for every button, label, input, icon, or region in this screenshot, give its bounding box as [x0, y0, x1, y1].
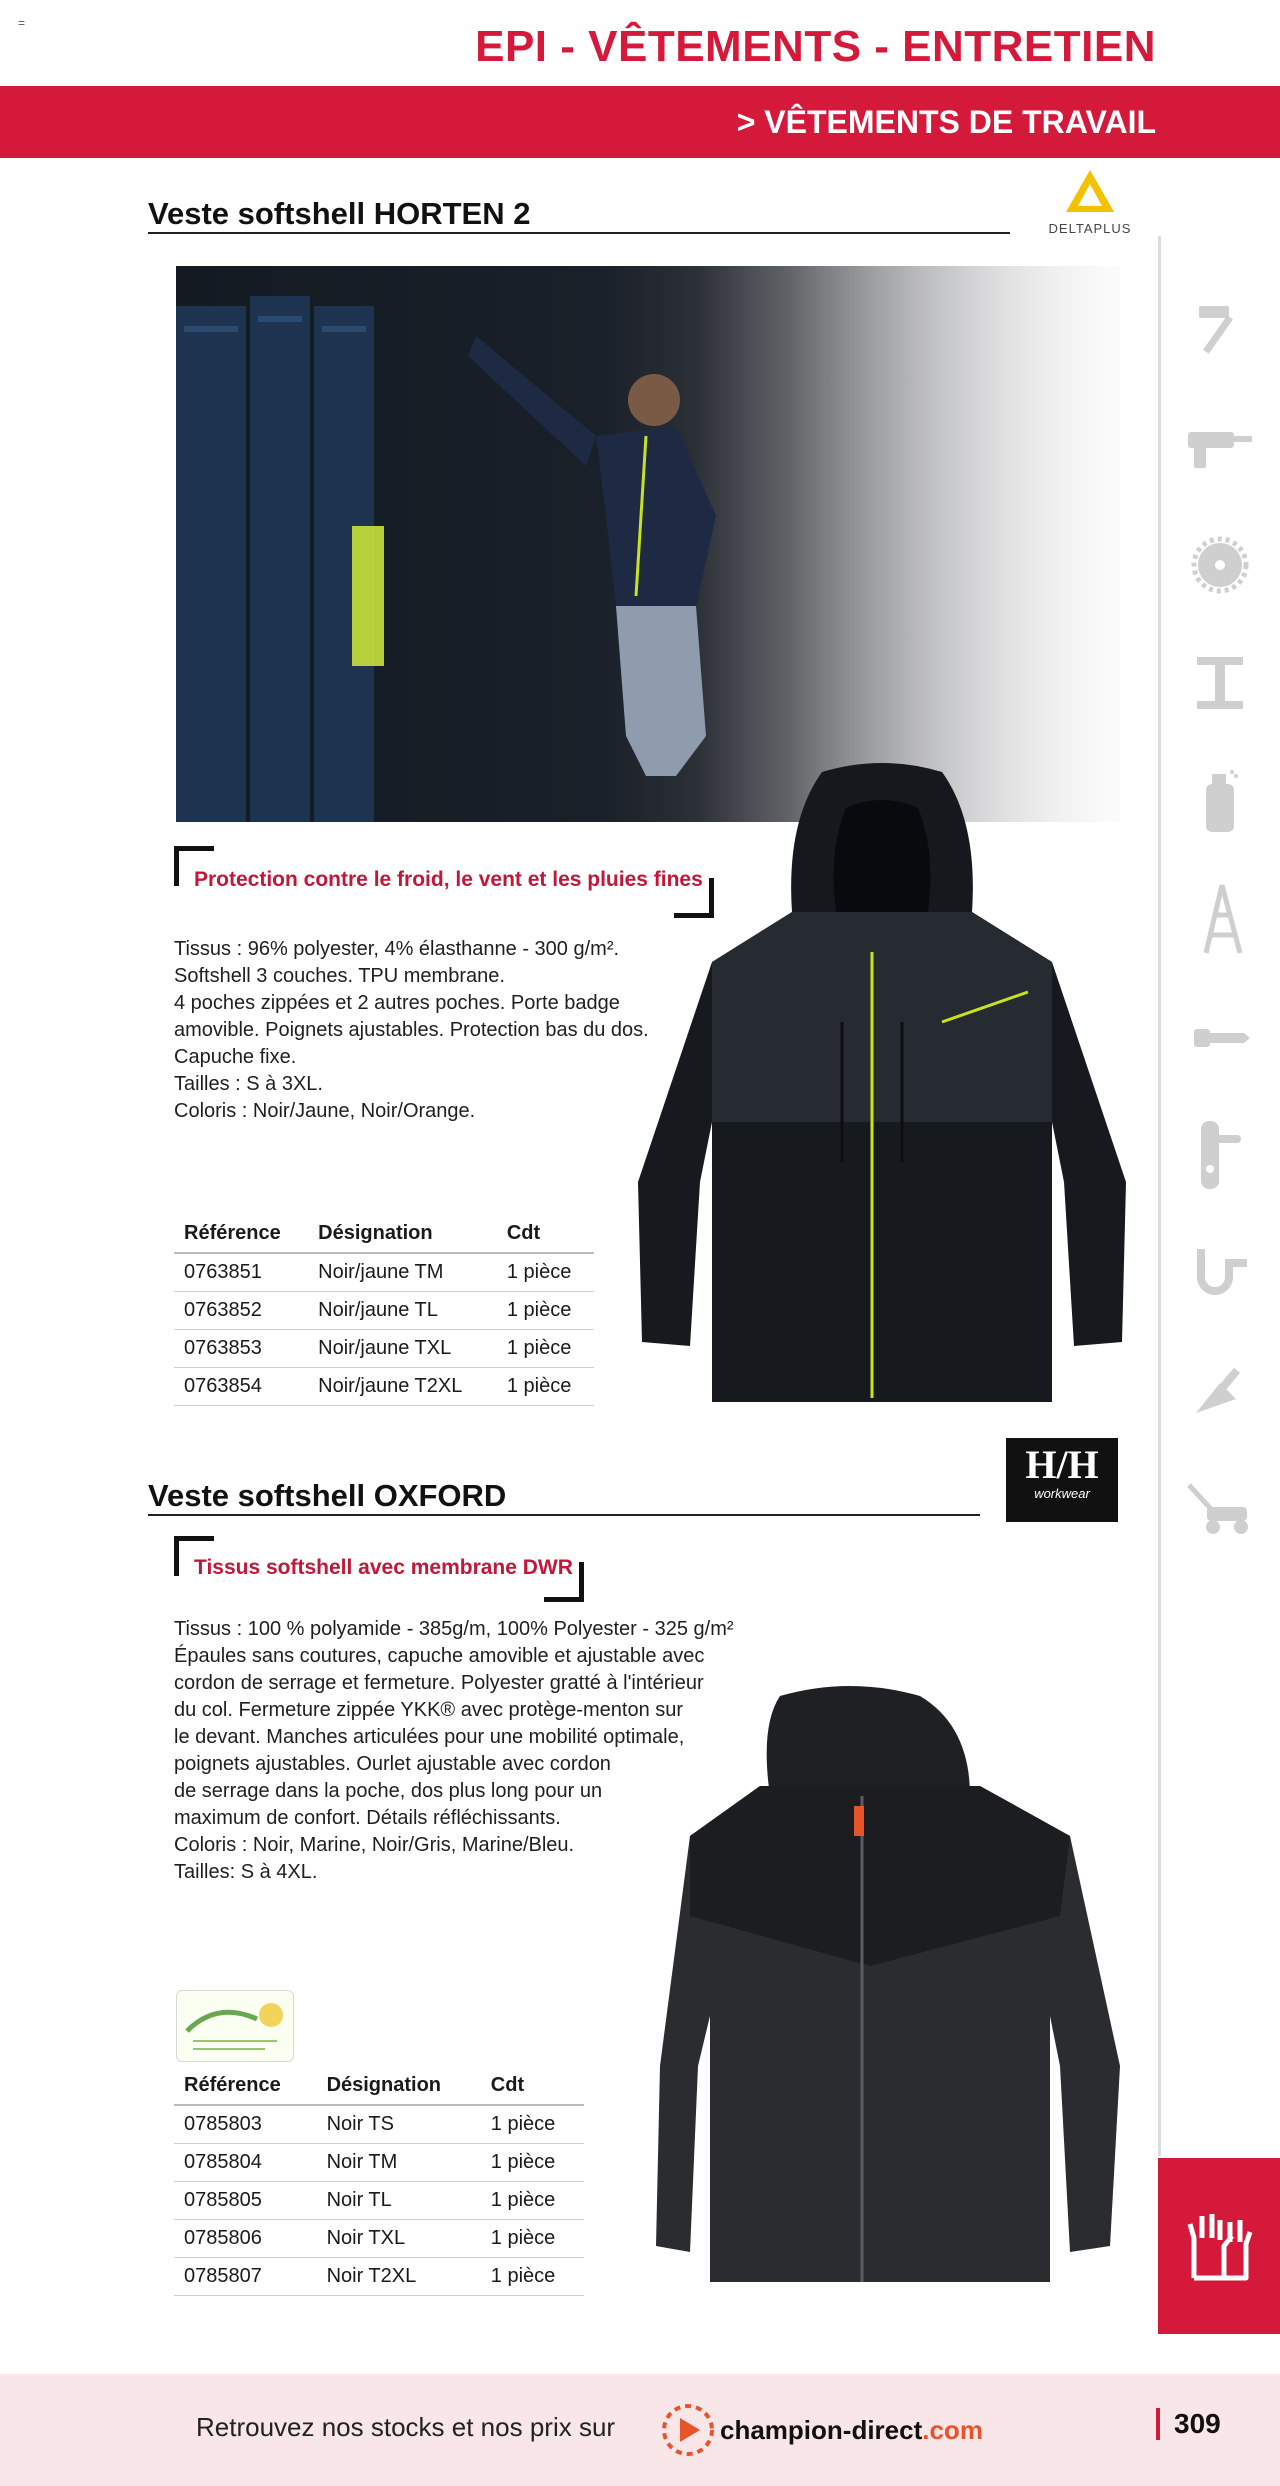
cell-designation: Noir TS: [317, 2105, 481, 2144]
cell-reference: 0785804: [174, 2144, 317, 2182]
cell-reference: 0785803: [174, 2105, 317, 2144]
site-name: champion-direct: [720, 2414, 923, 2445]
product1-desc-line: Coloris : Noir/Jaune, Noir/Orange.: [174, 1100, 476, 1122]
pipe-icon[interactable]: [1180, 1214, 1260, 1332]
steel-beam-icon[interactable]: [1180, 624, 1260, 742]
ladder-icon[interactable]: [1180, 860, 1260, 978]
page-title: EPI - VÊTEMENTS - ENTRETIEN: [475, 22, 1156, 71]
column-header-cdt: Cdt: [481, 2066, 584, 2105]
table-row[interactable]: [174, 1292, 594, 1330]
category-bar: [0, 86, 1280, 158]
cell-designation: Noir/jaune TXL: [308, 1330, 497, 1368]
product2-desc-line: Coloris : Noir, Marine, Noir/Gris, Marine/Bleu.: [174, 1834, 575, 1856]
product2-desc-line: Tissus : 100 % polyamide - 385g/m, 100% Polyester - 325 g/m²: [174, 1618, 734, 1640]
cell-cdt: 1 pièce: [497, 1253, 594, 1292]
cell-cdt: 1 pièce: [481, 2105, 584, 2144]
side-nav-divider: [1158, 236, 1161, 2156]
page-number: 309: [1156, 2408, 1221, 2440]
page-footer: [0, 2374, 1280, 2486]
column-header-designation: Désignation: [317, 2066, 481, 2105]
cell-cdt: 1 pièce: [497, 1292, 594, 1330]
product1-desc-line: Softshell 3 couches. TPU membrane.: [174, 965, 505, 987]
champion-direct-link[interactable]: [660, 2402, 983, 2458]
saw-blade-icon[interactable]: [1180, 506, 1260, 624]
cell-designation: Noir/jaune TM: [308, 1253, 497, 1292]
cell-cdt: 1 pièce: [497, 1368, 594, 1406]
cell-cdt: 1 pièce: [481, 2258, 584, 2296]
hammer-icon[interactable]: [1180, 270, 1260, 388]
cell-designation: Noir T2XL: [317, 2258, 481, 2296]
product1-jacket-image: [632, 762, 1132, 1410]
product1-desc-line: amovible. Poignets ajustables. Protection bas du dos.: [174, 1019, 649, 1041]
drill-icon[interactable]: [1180, 388, 1260, 506]
cell-designation: Noir/jaune T2XL: [308, 1368, 497, 1406]
gloves-icon[interactable]: [1158, 2158, 1280, 2334]
product2-desc-line: cordon de serrage et fermeture. Polyester gratté à l'intérieur: [174, 1672, 704, 1694]
cell-designation: Noir TXL: [317, 2220, 481, 2258]
product2-desc-line: du col. Fermeture zippée YKK® avec protège-menton sur: [174, 1699, 684, 1721]
column-header-reference: Référence: [174, 2066, 317, 2105]
product2-desc-line: Tailles: S à 4XL.: [174, 1861, 318, 1883]
oeko-tex-badge: [176, 1990, 294, 2062]
cell-reference: 0785807: [174, 2258, 317, 2296]
product1-desc-line: Tissus : 96% polyester, 4% élasthanne - 300 g/m².: [174, 938, 620, 960]
category-subtitle[interactable]: > VÊTEMENTS DE TRAVAIL: [736, 104, 1156, 140]
product2-desc-line: le devant. Manches articulées pour une mobilité optimale,: [174, 1726, 685, 1748]
cell-reference: 0763853: [174, 1330, 308, 1368]
product2-desc-line: poignets ajustables. Ourlet ajustable avec cordon: [174, 1753, 611, 1775]
site-tld: .com: [922, 2414, 983, 2445]
cell-reference: 0763852: [174, 1292, 308, 1330]
corner-mark: =: [18, 16, 26, 30]
product2-title: Veste softshell OXFORD: [148, 1478, 507, 1513]
product1-title-rule: [148, 232, 1010, 234]
table-row[interactable]: [174, 1368, 594, 1406]
column-header-cdt: Cdt: [497, 1214, 594, 1253]
footer-text: Retrouvez nos stocks et nos prix sur: [196, 2412, 616, 2442]
deltaplus-brand-text: DELTAPLUS: [1048, 221, 1132, 236]
product1-desc-line: 4 poches zippées et 2 autres poches. Porte badge: [174, 992, 620, 1014]
helly-hansen-logo: [1006, 1438, 1118, 1522]
hh-brand-sub: workwear: [1034, 1486, 1090, 1501]
spray-can-icon[interactable]: [1180, 742, 1260, 860]
door-handle-icon[interactable]: [1180, 1096, 1260, 1214]
product2-desc-line: maximum de confort. Détails réfléchissants.: [174, 1807, 561, 1829]
lamp-icon[interactable]: [1180, 1332, 1260, 1450]
cell-designation: Noir TL: [317, 2182, 481, 2220]
column-header-designation: Désignation: [308, 1214, 497, 1253]
product2-reference-table: [174, 2066, 584, 2296]
hh-brand-main: H/H: [1025, 1442, 1099, 1487]
screw-icon[interactable]: [1180, 978, 1260, 1096]
product1-title: Veste softshell HORTEN 2: [148, 196, 531, 231]
deltaplus-logo: [1020, 168, 1160, 242]
cell-reference: 0763851: [174, 1253, 308, 1292]
cell-cdt: 1 pièce: [481, 2220, 584, 2258]
cell-reference: 0785805: [174, 2182, 317, 2220]
table-header-row: [174, 2066, 584, 2105]
product2-desc-line: Épaules sans coutures, capuche amovible et ajustable avec: [174, 1645, 705, 1667]
table-row[interactable]: [174, 2182, 584, 2220]
table-row[interactable]: [174, 2144, 584, 2182]
product1-reference-table: [174, 1214, 594, 1406]
product1-desc-line: Capuche fixe.: [174, 1046, 297, 1068]
cell-designation: Noir/jaune TL: [308, 1292, 497, 1330]
table-row[interactable]: [174, 1253, 594, 1292]
cell-reference: 0785806: [174, 2220, 317, 2258]
table-row[interactable]: [174, 2258, 584, 2296]
cell-cdt: 1 pièce: [481, 2182, 584, 2220]
product2-tagline: [174, 1536, 584, 1602]
champion-direct-text: [720, 2415, 983, 2446]
table-header-row: [174, 1214, 594, 1253]
bracket-bottom-right: [544, 1562, 584, 1602]
table-row[interactable]: [174, 2220, 584, 2258]
cell-cdt: 1 pièce: [481, 2144, 584, 2182]
table-row[interactable]: [174, 1330, 594, 1368]
cell-designation: Noir TM: [317, 2144, 481, 2182]
product1-desc-line: Tailles : S à 3XL.: [174, 1073, 323, 1095]
product1-lifestyle-photo: [176, 266, 1120, 822]
deltaplus-triangle-icon: [1064, 168, 1116, 214]
product2-desc-line: de serrage dans la poche, dos plus long pour un: [174, 1780, 603, 1802]
cell-reference: 0763854: [174, 1368, 308, 1406]
lawn-mower-icon[interactable]: [1180, 1450, 1260, 1568]
product2-jacket-image: [650, 1686, 1130, 2286]
product2-title-rule: [148, 1514, 980, 1516]
champion-direct-logo-icon: [660, 2402, 716, 2458]
cell-cdt: 1 pièce: [497, 1330, 594, 1368]
product1-tagline-text: Protection contre le froid, le vent et les pluies fines: [194, 868, 703, 891]
side-nav: [1180, 270, 1260, 1568]
column-header-reference: Référence: [174, 1214, 308, 1253]
table-row[interactable]: [174, 2105, 584, 2144]
product2-tagline-text: Tissus softshell avec membrane DWR: [194, 1556, 573, 1579]
